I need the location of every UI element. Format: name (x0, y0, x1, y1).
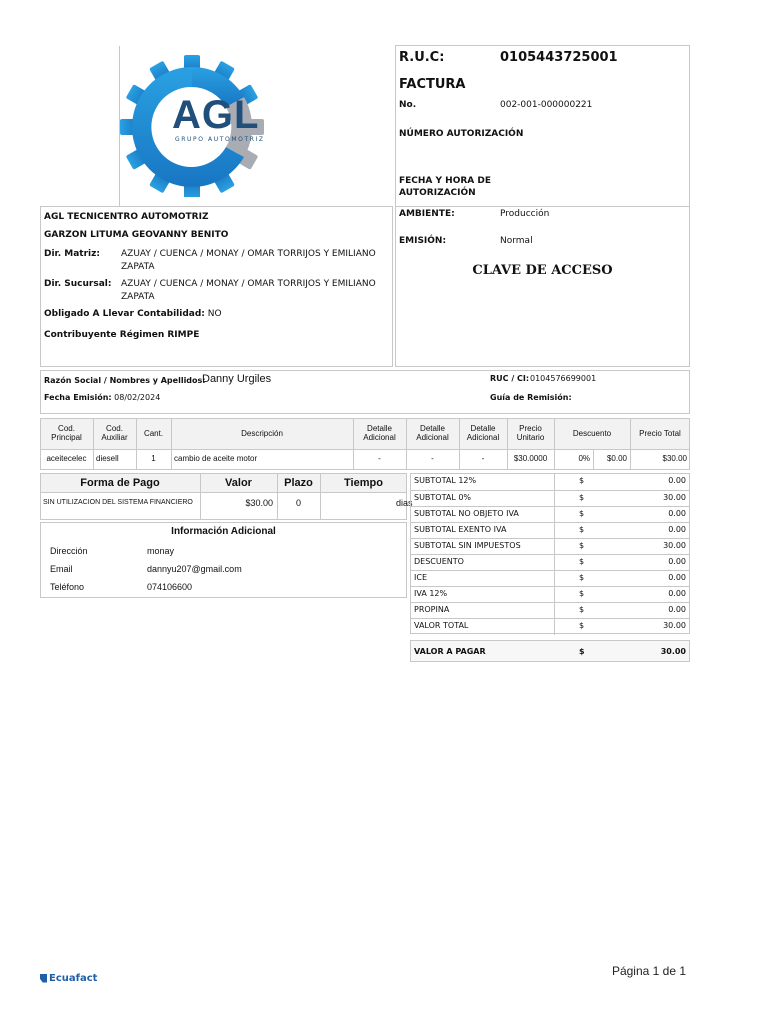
info-telefono-value: 074106600 (147, 582, 193, 592)
totals-currency: $ (579, 476, 585, 485)
ruc-value: 0105443725001 (500, 50, 618, 65)
info-direccion-label: Dirección (50, 546, 88, 556)
totals-value: 30.00 (663, 541, 686, 550)
payment-header-plazo: Plazo (284, 476, 313, 489)
header-cod-principal-l1: Cod. (58, 424, 75, 434)
totals-value: 0.00 (668, 476, 686, 485)
ecuafact-logo (40, 971, 97, 985)
totals-label: SUBTOTAL 12% (414, 476, 477, 485)
contabilidad-key: Obligado A Llevar Contabilidad: (44, 309, 205, 319)
totals-row (411, 554, 689, 570)
totals-label: SUBTOTAL NO OBJETO IVA (414, 509, 519, 518)
payment-table (40, 473, 413, 520)
razon-social-value: Danny Urgiles (202, 373, 272, 385)
sucursal-label: Dir. Sucursal: (44, 279, 112, 289)
totals-row (411, 538, 689, 554)
valor-a-pagar-row (410, 640, 690, 662)
additional-info-title: Información Adicional (171, 526, 276, 537)
item-precio-total: $30.00 (662, 454, 687, 464)
header-detalle-1 (353, 418, 406, 450)
totals-value: 30.00 (663, 493, 686, 502)
totals-value: 0.00 (668, 557, 686, 566)
totals-currency: $ (579, 621, 585, 630)
ecuafact-brand: Ecuafact (49, 972, 98, 984)
info-telefono-label: Teléfono (50, 582, 85, 592)
header-descuento-l1: Descuento (572, 428, 612, 438)
ambiente-value: Producción (500, 209, 550, 219)
header-detalle-3 (459, 418, 507, 450)
doc-type: FACTURA (399, 77, 466, 92)
info-email-value: dannyu207@gmail.com (147, 564, 242, 574)
totals-label: SUBTOTAL SIN IMPUESTOS (414, 541, 521, 550)
invoice-no-label: No. (399, 100, 417, 110)
totals-currency: $ (579, 589, 585, 598)
header-detalle-1-l2: Adicional (363, 433, 396, 442)
header-precio-total (630, 418, 690, 450)
header-cod-auxiliar (93, 418, 136, 450)
item-detalle-3: - (481, 454, 485, 464)
matriz-label: Dir. Matriz: (44, 249, 100, 259)
totals-row (411, 602, 689, 618)
header-precio-unitario (507, 418, 554, 450)
fecha-emision-label (44, 393, 160, 402)
client-ruc-value: 0104576699001 (530, 374, 597, 383)
totals-label: SUBTOTAL 0% (414, 493, 472, 502)
fecha-emision-key: Fecha Emisión: (44, 393, 112, 402)
totals-row (411, 522, 689, 538)
header-cant-l1: Cant. (143, 428, 164, 438)
header-detalle-3-l1: Detalle (470, 424, 496, 434)
totals-value: 0.00 (668, 589, 686, 598)
page-number: Página 1 de 1 (611, 964, 686, 978)
fecha-autorizacion-label-1: FECHA Y HORA DE (399, 176, 492, 186)
ambiente-label: AMBIENTE: (399, 209, 455, 219)
valor-a-pagar-value: 30.00 (660, 647, 686, 656)
razon-social-label: Razón Social / Nombres y Apellidos: (44, 376, 206, 385)
emision-label: EMISIÓN: (399, 236, 447, 246)
client-ruc-label: RUC / CI: (490, 374, 530, 383)
info-email-label: Email (50, 564, 73, 574)
header-descripcion (171, 418, 353, 450)
header-descuento (554, 418, 630, 450)
header-precio-total-l1: Precio Total (639, 428, 681, 438)
sucursal-line2: ZAPATA (121, 292, 155, 302)
item-descuento-val: $0.00 (606, 454, 627, 464)
totals-label: DESCUENTO (414, 557, 464, 566)
totals-value: 0.00 (668, 509, 686, 518)
totals-row (411, 490, 689, 506)
totals-value: 0.00 (668, 605, 686, 614)
totals-label: VALOR TOTAL (414, 621, 469, 630)
totals-currency: $ (579, 525, 585, 534)
ecuafact-mark-icon (40, 974, 47, 983)
totals-row (411, 618, 689, 634)
matriz-line2: ZAPATA (121, 262, 155, 272)
item-precio-unitario: $30.0000 (513, 454, 548, 464)
invoice-no-value: 002-001-000000221 (500, 100, 593, 110)
totals-row (411, 570, 689, 586)
contabilidad-value: NO (207, 309, 222, 319)
header-cod-principal (40, 418, 93, 450)
totals-currency: $ (579, 509, 585, 518)
totals-value: 30.00 (663, 621, 686, 630)
totals-currency: $ (579, 541, 585, 550)
payment-valor: $30.00 (245, 498, 273, 508)
totals-row (411, 506, 689, 522)
totals-currency: $ (579, 573, 585, 582)
header-cod-auxiliar-l2: Auxiliar (101, 433, 128, 442)
emision-value: Normal (500, 236, 533, 246)
header-detalle-1-l1: Detalle (367, 424, 392, 434)
item-cod-auxiliar: diesell (96, 454, 119, 464)
payment-header-valor: Valor (225, 476, 252, 489)
clave-acceso-label: CLAVE DE ACCESO (472, 263, 613, 278)
totals-value: 0.00 (668, 525, 686, 534)
matriz-line1: AZUAY / CUENCA / MONAY / OMAR TORRIJOS Y EMILIANO (121, 249, 376, 259)
valor-a-pagar-currency: $ (579, 647, 585, 656)
header-precio-unitario-l2: Unitario (516, 433, 545, 442)
payment-header-tiempo: Tiempo (344, 476, 383, 489)
guia-remision-label: Guía de Remisión: (490, 393, 572, 402)
totals-currency: $ (579, 493, 585, 502)
payment-tiempo: dias (396, 498, 413, 508)
fecha-autorizacion-label-2: AUTORIZACIÓN (399, 188, 476, 198)
items-table (40, 418, 690, 470)
header-cod-auxiliar-l1: Cod. (106, 424, 123, 434)
totals-currency: $ (579, 605, 585, 614)
autorizacion-label: NÚMERO AUTORIZACIÓN (399, 129, 524, 139)
totals-value: 0.00 (668, 573, 686, 582)
ruc-label: R.U.C: (399, 50, 445, 65)
totals-label: PROPINA (414, 605, 450, 614)
valor-a-pagar-label: VALOR A PAGAR (414, 647, 486, 656)
payment-forma: SIN UTILIZACION DEL SISTEMA FINANCIERO (43, 499, 193, 506)
item-descripcion: cambio de aceite motor (174, 454, 258, 464)
item-cod-principal: aceitecelec (46, 454, 87, 464)
header-detalle-2 (406, 418, 459, 450)
header-precio-unitario-l1: Precio (519, 424, 542, 434)
header-detalle-3-l2: Adicional (466, 433, 500, 442)
emitter-owner: GARZON LITUMA GEOVANNY BENITO (44, 230, 229, 240)
sucursal-line1: AZUAY / CUENCA / MONAY / OMAR TORRIJOS Y EMILIANO (121, 279, 376, 289)
totals-row (411, 474, 689, 490)
company-logo (120, 55, 272, 197)
emitter-name: AGL TECNICENTRO AUTOMOTRIZ (44, 212, 209, 222)
logo-brand: AGL (172, 93, 260, 137)
totals-label: SUBTOTAL EXENTO IVA (414, 525, 507, 534)
totals-currency: $ (579, 557, 585, 566)
contabilidad-label (44, 309, 222, 319)
item-detalle-2: - (431, 454, 434, 464)
header-cant (136, 418, 171, 450)
header-detalle-2-l2: Adicional (416, 433, 449, 442)
totals-label: IVA 12% (414, 589, 448, 598)
header-cod-principal-l2: Principal (51, 433, 82, 442)
item-cant: 1 (151, 454, 156, 464)
regimen-label: Contribuyente Régimen RIMPE (44, 330, 200, 340)
item-detalle-1: - (378, 454, 381, 464)
logo-tagline: GRUPO AUTOMOTRIZ (175, 136, 265, 143)
totals-row (411, 586, 689, 602)
payment-plazo: 0 (296, 498, 302, 508)
header-detalle-2-l1: Detalle (420, 424, 445, 434)
header-descripcion-l1: Descripción (241, 428, 283, 438)
payment-header-forma: Forma de Pago (80, 476, 160, 489)
fecha-emision-value: 08/02/2024 (114, 393, 161, 402)
totals-label: ICE (414, 573, 427, 582)
totals-table (410, 473, 690, 634)
info-direccion-value: monay (147, 546, 175, 556)
item-descuento-pct: 0% (578, 454, 590, 464)
